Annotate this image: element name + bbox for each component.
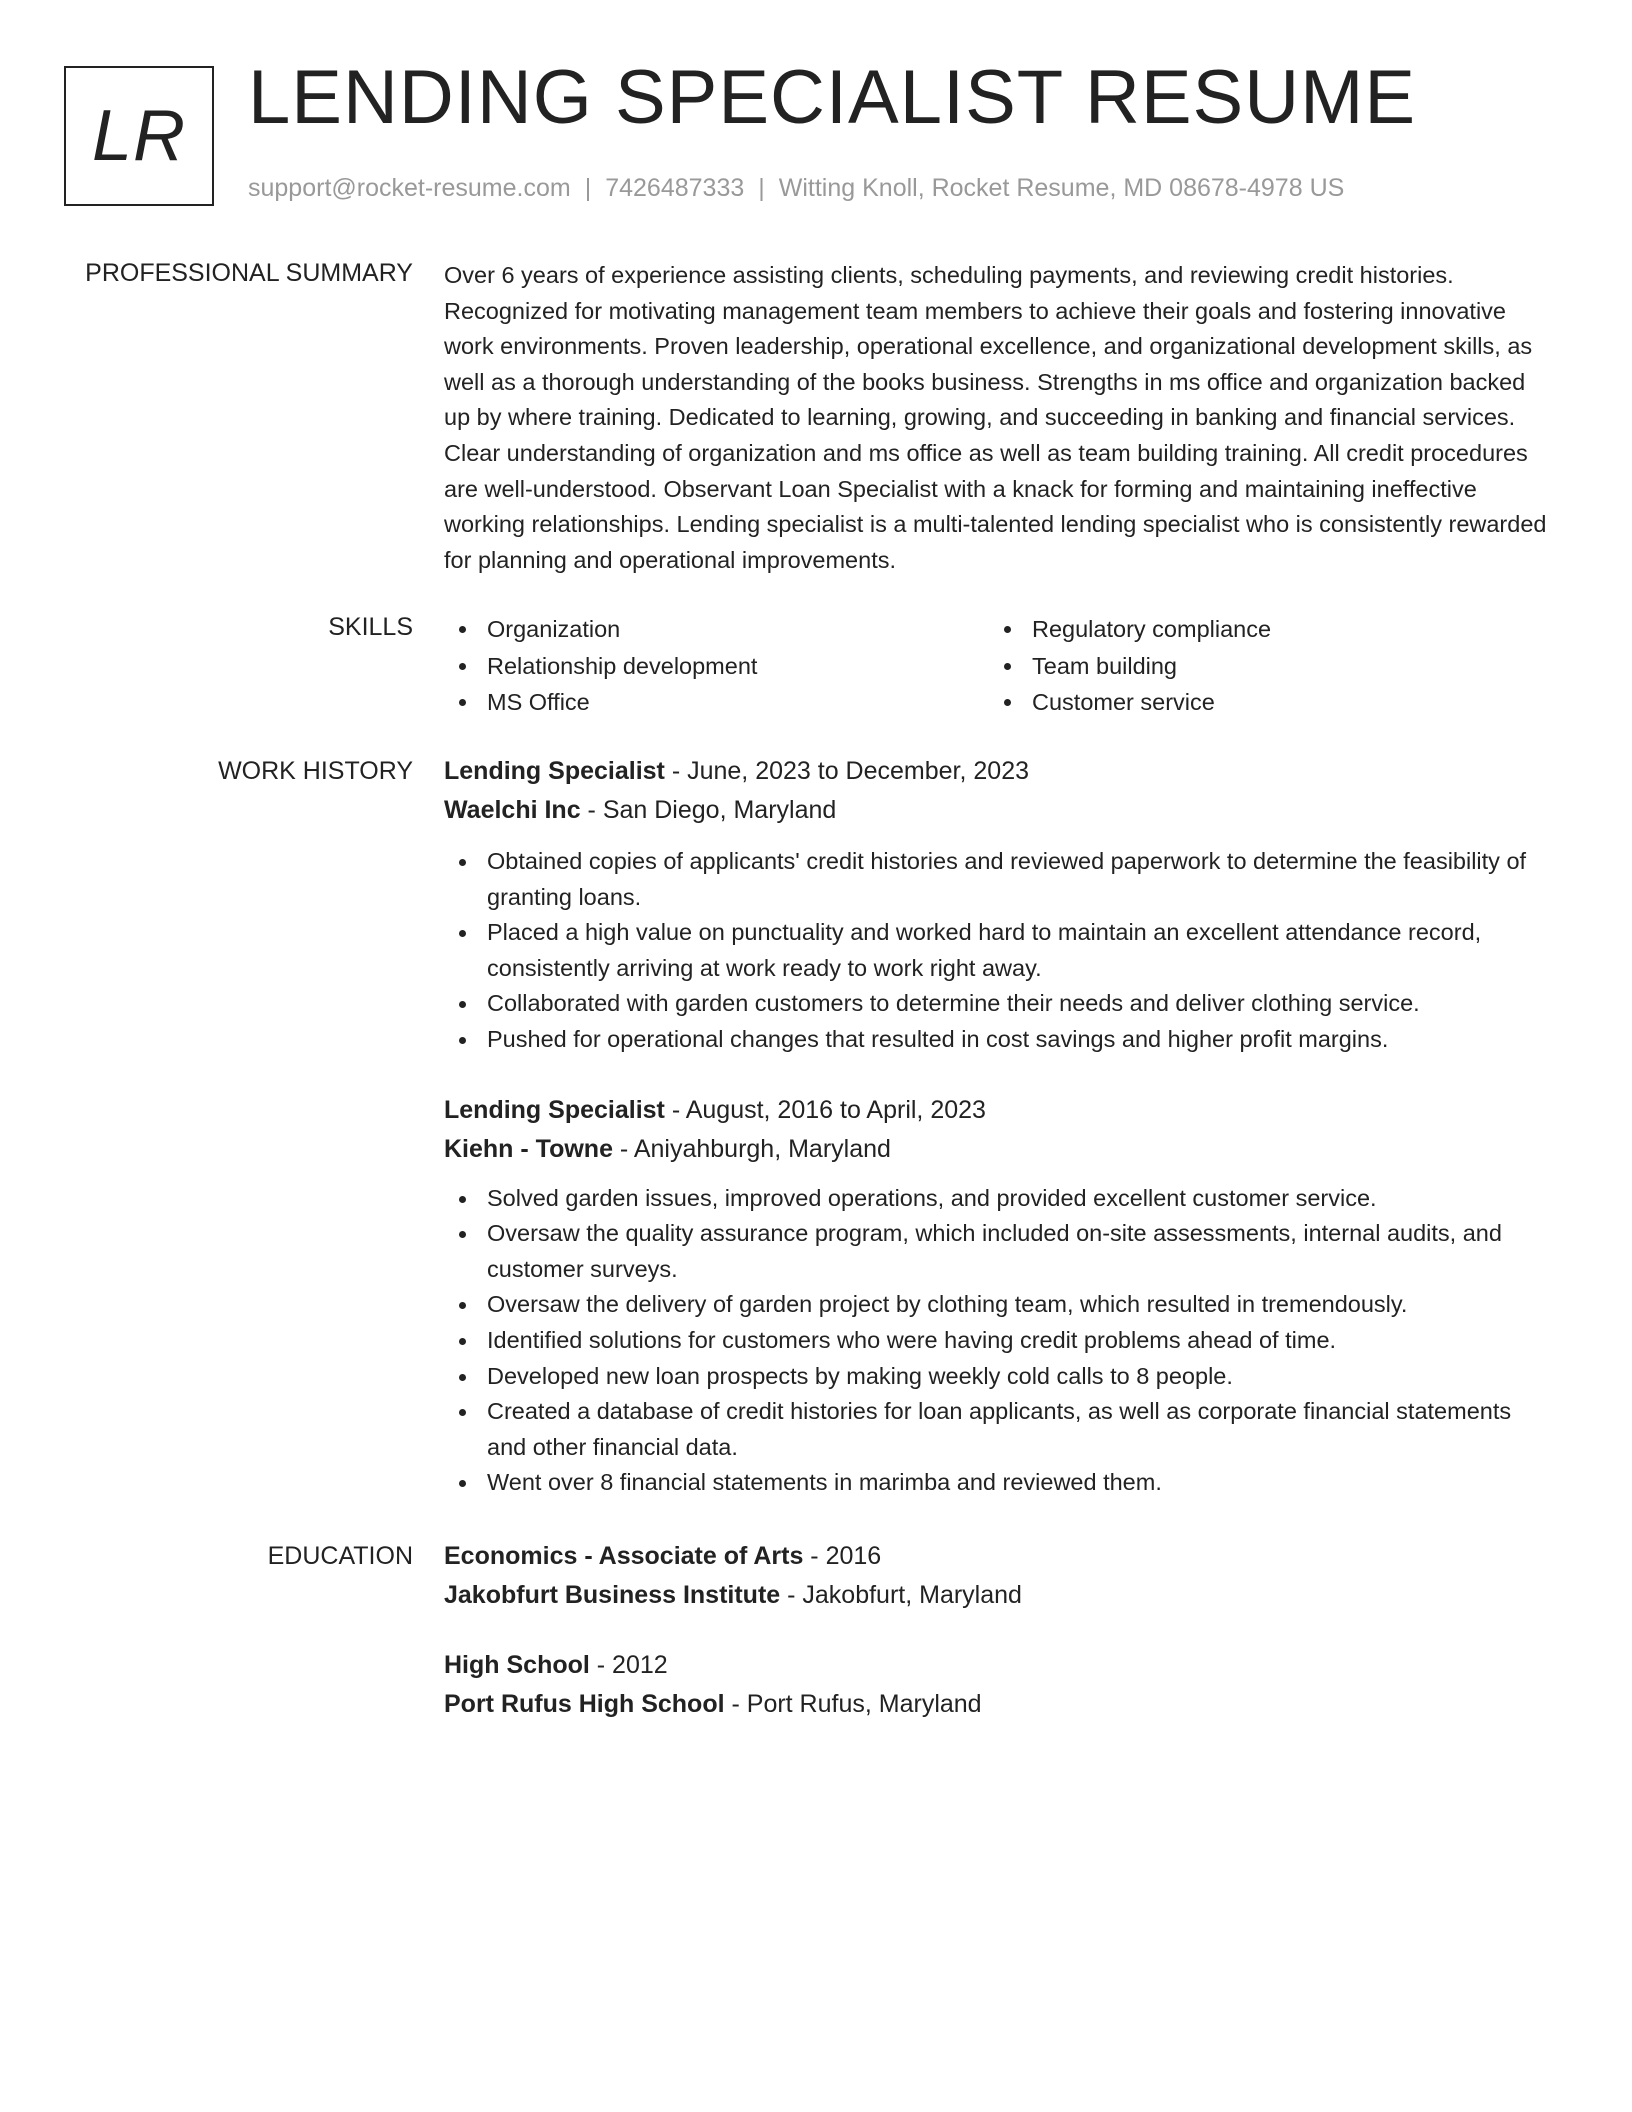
education-degree: Economics - Associate of Arts [444,1542,804,1570]
job-location: - San Diego, Maryland [580,796,837,824]
education-entry [444,1646,1556,1724]
section-label-skills: SKILLS [328,613,413,641]
job-bullet: Oversaw the delivery of garden project by clothing team, which resulted in tremendously. [444,1287,1556,1323]
job-bullet: Developed new loan prospects by making weekly cold calls to 8 people. [444,1359,1556,1395]
job-entry [444,752,1556,1058]
summary-text: Over 6 years of experience assisting clients, scheduling payments, and reviewing credit histories. Recognized for motivating management team members to achieve their goals and fostering innovative work environments. Proven leadership, operational excellence, and organizational development skills, as well as a thorough understanding of the books business. Strengths in ms office and organization backed up by where training. Dedicated to learning, growing, and succeeding in banking and financial services. Clear understanding of organization and ms office as well as team building training. All credit procedures are well-understood. Observant Loan Specialist with a knack for forming and maintaining ineffective working relationships. Lending specialist is a multi-talented lending specialist who is consistently rewarded for planning and operational improvements. [444,262,1547,573]
skill-item: Organization [444,611,989,648]
job-bullet: Identified solutions for customers who were having credit problems ahead of time. [444,1323,1556,1359]
education-degree: High School [444,1651,590,1679]
skills-section [444,611,1556,721]
education-degree-line [444,1537,1556,1576]
contact-separator: | [758,174,765,202]
skill-item: MS Office [444,684,989,721]
job-company-line [444,1130,1556,1169]
job-bullet: Created a database of credit histories for loan applicants, as well as corporate financial statements and other financial data. [444,1394,1556,1465]
education-school-line [444,1685,1556,1724]
contact-line [248,174,1344,203]
skill-item: Team building [989,648,1534,685]
education-location: - Jakobfurt, Maryland [780,1581,1022,1609]
job-bullet: Solved garden issues, improved operations, and provided excellent customer service. [444,1181,1556,1217]
job-entry [444,1091,1556,1501]
education-entry [444,1537,1556,1615]
education-school: Port Rufus High School [444,1690,725,1718]
job-title: Lending Specialist [444,1095,665,1124]
education-school-line [444,1576,1556,1615]
skills-list [444,611,1556,721]
contact-phone[interactable]: 7426487333 [605,174,745,202]
skill-item: Relationship development [444,648,989,685]
job-bullets [444,1181,1556,1501]
contact-separator: | [584,174,592,202]
resume-title: LENDING SPECIALIST RESUME [248,55,1417,140]
skill-item: Regulatory compliance [989,611,1534,648]
contact-address: Witting Knoll, Rocket Resume, MD 08678-4978 US [778,174,1345,202]
job-title: Lending Specialist [444,757,665,785]
summary-section [444,258,1556,578]
work-history-section [444,752,1556,1501]
education-school: Jakobfurt Business Institute [444,1581,781,1609]
section-label-work-history: WORK HISTORY [218,757,413,785]
education-location: - Port Rufus, Maryland [724,1690,982,1718]
monogram-logo: LR [64,66,214,206]
job-dates: - June, 2023 to December, 2023 [664,757,1029,785]
education-section [444,1537,1556,1724]
job-bullet: Obtained copies of applicants' credit histories and reviewed paperwork to determine the feasibility of granting loans. [444,844,1556,915]
job-location: - Aniyahburgh, Maryland [612,1134,891,1163]
education-year: - 2012 [589,1651,668,1679]
job-company: Kiehn - Towne [444,1134,613,1163]
job-bullet: Went over 8 financial statements in marimba and reviewed them. [444,1465,1556,1501]
spacer [444,1615,1556,1646]
job-title-line [444,1091,1556,1130]
job-bullet: Oversaw the quality assurance program, which included on-site assessments, internal audits, and customer surveys. [444,1216,1556,1287]
section-label-summary: PROFESSIONAL SUMMARY [85,259,413,287]
skill-item: Customer service [989,684,1534,721]
spacer [444,1058,1556,1091]
job-bullet: Collaborated with garden customers to determine their needs and deliver clothing service. [444,986,1556,1022]
job-company: Waelchi Inc [444,796,581,824]
education-degree-line [444,1646,1556,1685]
job-bullet: Pushed for operational changes that resulted in cost savings and higher profit margins. [444,1022,1556,1058]
contact-email[interactable]: support@rocket-resume.com [248,174,571,202]
job-title-line [444,752,1556,791]
job-bullets [444,844,1556,1058]
education-year: - 2016 [803,1542,882,1570]
job-bullet: Placed a high value on punctuality and worked hard to maintain an excellent attendance record, consistently arriving at work ready to work right away. [444,915,1556,986]
job-dates: - August, 2016 to April, 2023 [664,1095,986,1124]
section-label-education: EDUCATION [267,1542,413,1570]
job-company-line [444,791,1556,830]
